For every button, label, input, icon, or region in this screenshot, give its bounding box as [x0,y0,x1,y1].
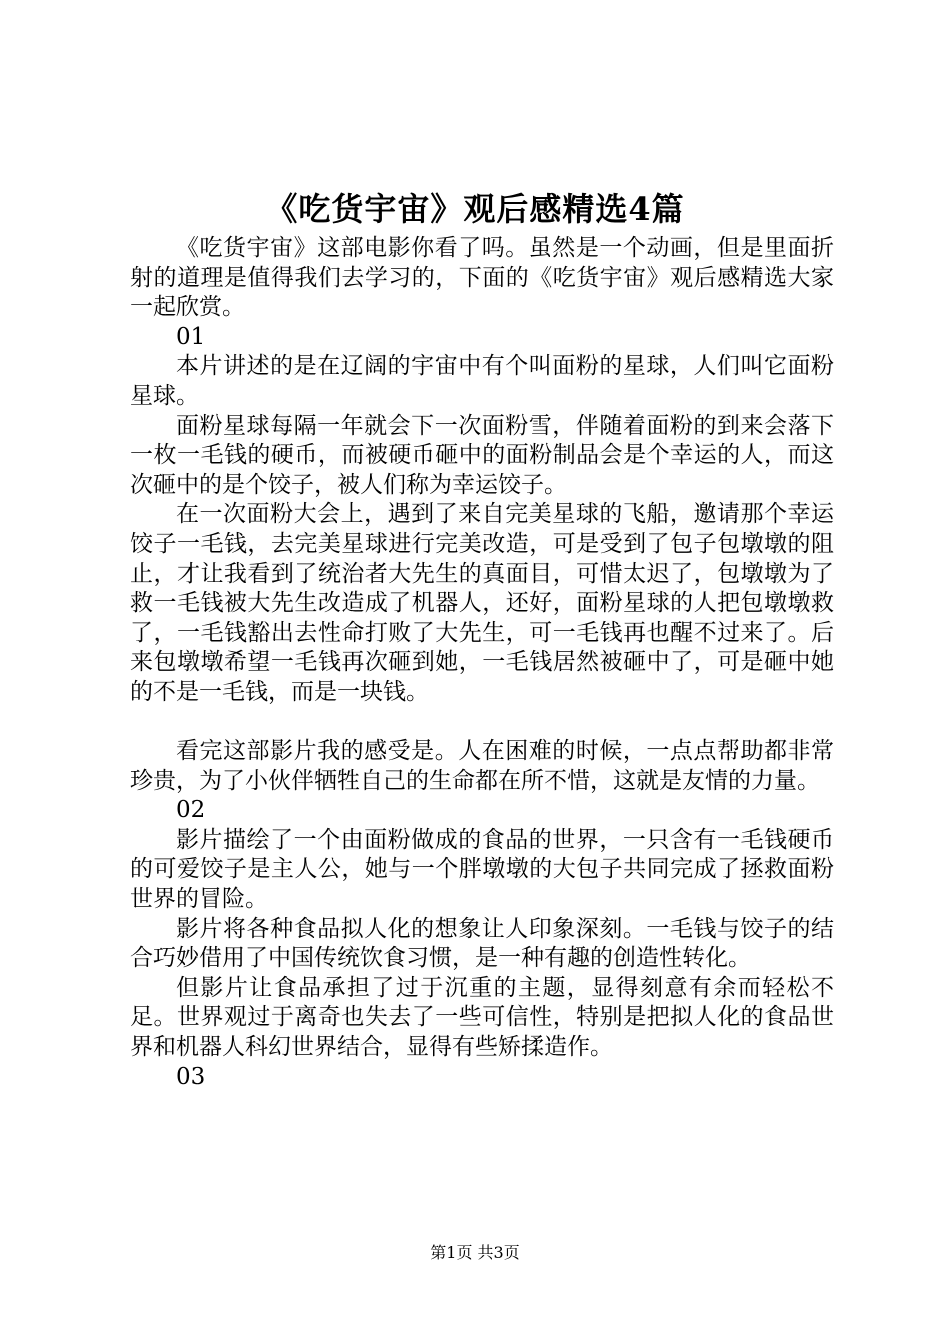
document-body [130,234,834,1092]
section-number: 01 [176,323,206,350]
document-title: 《吃货宇宙》观后感精选4篇 [265,190,685,228]
section-number: 03 [176,1063,206,1090]
paragraph: 本片讲述的是在辽阔的宇宙中有个叫面粉的星球，人们叫它面粉星球。 [130,353,834,409]
page-footer: 第1页 共3页 [430,1243,520,1262]
paragraph: 影片将各种食品拟人化的想象让人印象深刻。一毛钱与饺子的结合巧妙借用了中国传统饮食习惯，是一种有趣的创造性转化。 [130,915,834,972]
paragraph: 看完这部影片我的感受是。人在困难的时候，一点点帮助都非常珍贵，为了小伙伴牺牲自己的生命都在所不惜，这就是友情的力量。 [130,738,834,794]
paragraph: 影片描绘了一个由面粉做成的食品的世界，一只含有一毛钱硬币的可爱饺子是主人公，她与一个胖墩墩的大包子共同完成了拯救面粉世界的冒险。 [130,826,834,913]
section-number: 02 [176,797,206,824]
paragraph: 面粉星球每隔一年就会下一次面粉雪，伴随着面粉的到来会落下一枚一毛钱的硬币，而被硬币砸中的面粉制品会是个幸运的人，而这次砸中的是个饺子，被人们称为幸运饺子。 [130,412,834,498]
paragraph: 但影片让食品承担了过于沉重的主题，显得刻意有余而轻松不足。世界观过于离奇也失去了一些可信性，特别是把拟人化的食品世界和机器人科幻世界结合，显得有些矫揉造作。 [130,974,834,1061]
paragraph: 在一次面粉大会上，遇到了来自完美星球的飞船，邀请那个幸运饺子一毛钱，去完美星球进行完美改造，可是受到了包子包墩墩的阻止，才让我看到了统治者大先生的真面目，可惜太迟了，包墩墩为了救一毛钱被大先生改造成了机器人，还好，面粉星球的人把包墩墩救了，一毛钱豁出去性命打败了大先生，可一毛钱再也醒不过来了。后来包墩墩希望一毛钱再次砸到她，一毛钱居然被砸中了，可是砸中她的不是一毛钱，而是一块钱。 [130,501,834,705]
intro-paragraph: 《吃货宇宙》这部电影你看了吗。虽然是一个动画，但是里面折射的道理是值得我们去学习的，下面的《吃货宇宙》观后感精选大家一起欣赏。 [130,235,834,321]
